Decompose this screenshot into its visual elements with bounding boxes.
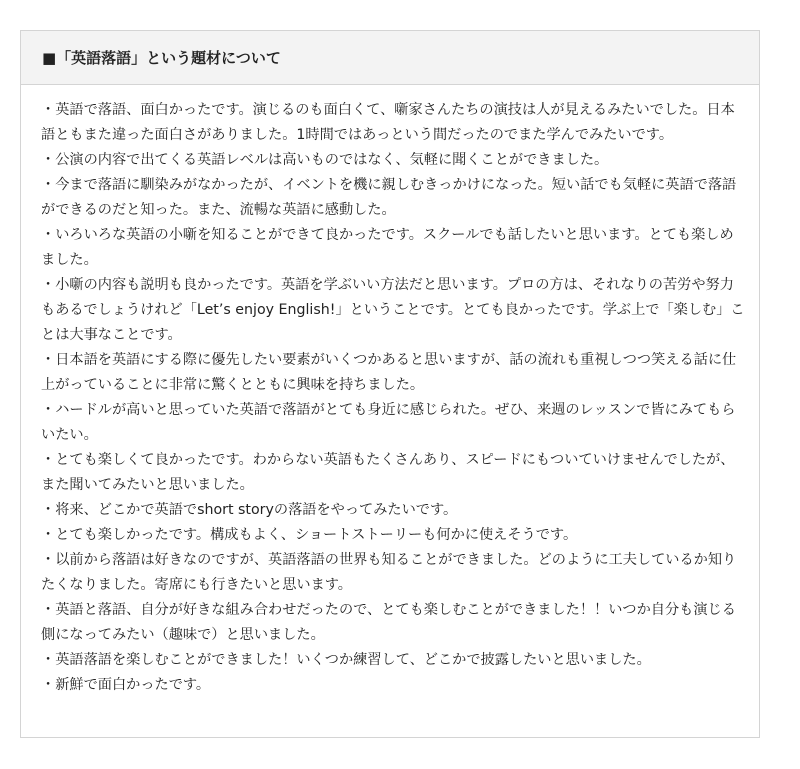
comment-item: ・ハードルが高いと思っていた英語で落語がとても身近に感じられた。ぜひ、来週のレッスンで皆にみてもらいたい。 xyxy=(41,402,736,443)
comment-item: ・公演の内容で出てくる英語レベルは高いものではなく、気軽に聞くことができました。 xyxy=(41,152,609,168)
comment-item: ・将来、どこかで英語でshort storyの落語をやってみたいです。 xyxy=(41,502,458,518)
comment-item: ・以前から落語は好きなのですが、英語落語の世界も知ることができました。どのように工夫しているか知りたくなりました。寄席にも行きたいと思います。 xyxy=(41,552,737,593)
comment-item: ・とても楽しくて良かったです。わからない英語もたくさんあり、スピードにもついていけませんでしたが、また聞いてみたいと思いました。 xyxy=(41,452,735,493)
comment-item: ・日本語を英語にする際に優先したい要素がいくつかあると思いますが、話の流れも重視しつつ笑える話に仕上がっていることに非常に驚くとともに興味を持ちました。 xyxy=(41,352,737,393)
comment-item: ・いろいろな英語の小噺を知ることができて良かったです。スクールでも話したいと思います。とても楽しめました。 xyxy=(41,227,734,268)
comment-item: ・とても楽しかったです。構成もよく、ショートストーリーも何かに使えそうです。 xyxy=(41,527,578,543)
section-title: ■「英語落語」という題材について xyxy=(21,31,759,85)
comment-item: ・小噺の内容も説明も良かったです。英語を学ぶいい方法だと思います。プロの方は、それなりの苦労や努力もあるでしょうけれど「Let’s enjoy English!」ということです。とても良かったです。学ぶ上で「楽しむ」ことは大事なことです。 xyxy=(41,277,745,343)
comment-item: ・今まで落語に馴染みがなかったが、イベントを機に親しむきっかけになった。短い話でも気軽に英語で落語ができるのだと知った。また、流暢な英語に感動した。 xyxy=(41,177,737,218)
comment-item: ・英語で落語、面白かったです。演じるのも面白くて、噺家さんたちの演技は人が見えるみたいでした。日本語ともまた違った面白さがありました。1時間ではあっという間だったのでまた学んでみたいです。 xyxy=(41,102,735,143)
comments-list xyxy=(21,85,759,698)
comments-panel xyxy=(20,30,760,738)
comment-item: ・英語落語を楽しむことができました！いくつか練習して、どこかで披露したいと思いました。 xyxy=(41,652,651,668)
comment-item: ・新鮮で面白かったです。 xyxy=(41,677,211,693)
comment-item: ・英語と落語、自分が好きな組み合わせだったので、とても楽しむことができました！！いつか自分も演じる側になってみたい（趣味で）と思いました。 xyxy=(41,602,736,643)
